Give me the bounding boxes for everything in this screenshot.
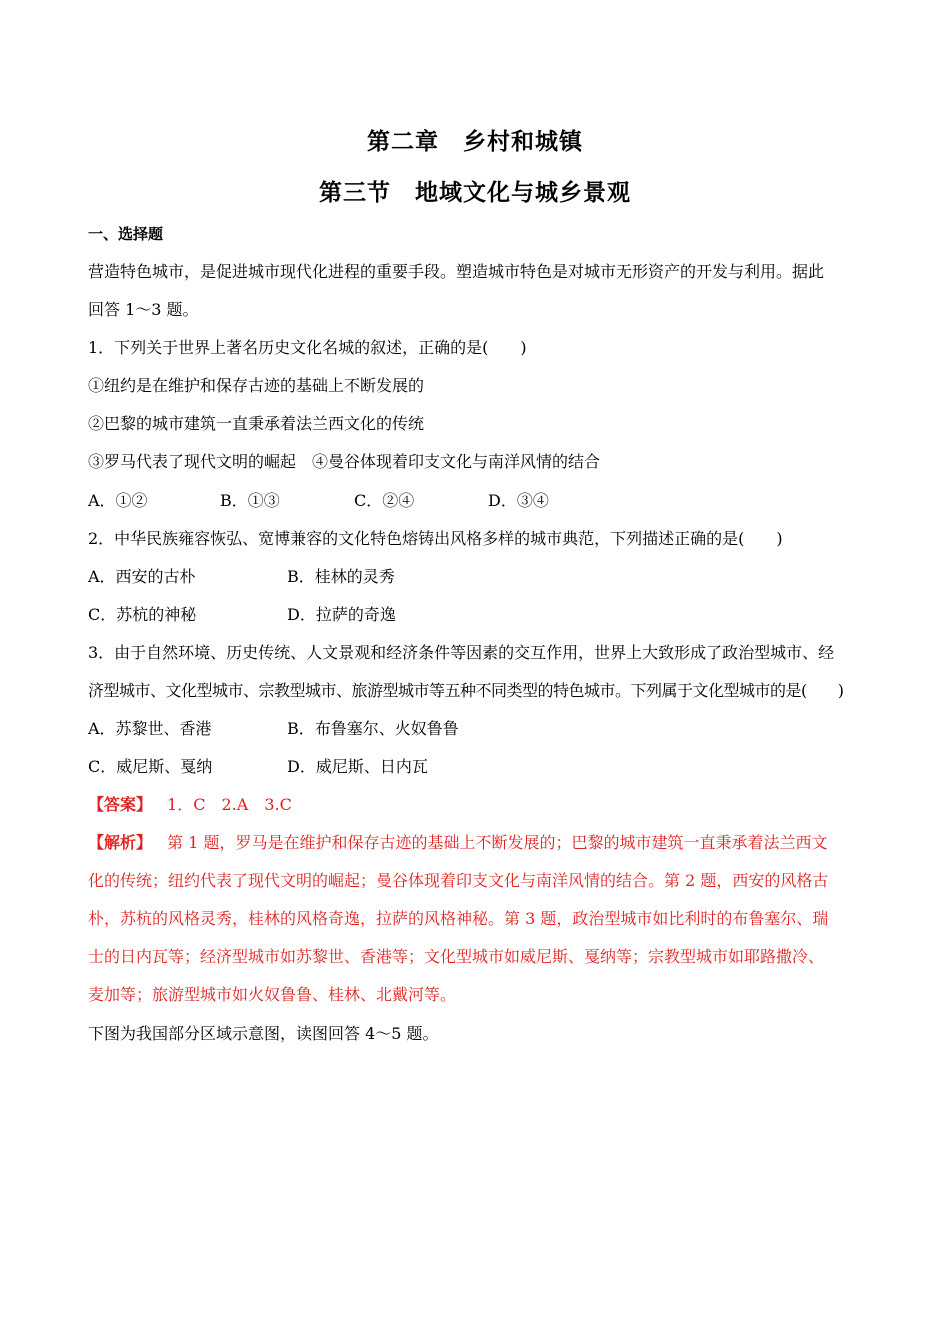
analysis-label: 【解析】 [88,833,153,852]
chapter-title: 第二章 乡村和城镇 [367,129,583,155]
question-2-option-c: C．苏杭的神秘 [88,605,197,624]
question-2-option-a: A．西安的古朴 [88,567,196,586]
question-1-stem: 1．下列关于世界上著名历史文化名城的叙述，正确的是( ) [88,338,527,357]
analysis-line-3: 朴，苏杭的风格灵秀，桂林的风格奇逸，拉萨的风格神秘。第 3 题，政治型城市如比利时的布鲁塞尔、瑞 [88,909,829,928]
question-1-statement-3-4: ③罗马代表了现代文明的崛起 ④曼谷体现着印支文化与南洋风情的结合 [88,452,601,471]
analysis-line-5: 麦加等；旅游型城市如火奴鲁鲁、桂林、北戴河等。 [88,985,457,1004]
answer-text: 1．C 2.A 3.C [167,795,292,814]
analysis-line-2: 化的传统；纽约代表了现代文明的崛起；曼谷体现着印支文化与南洋风情的结合。第 2 题，西安的风格古 [88,871,829,890]
answer-label: 【答案】 [88,795,153,814]
question-3-option-b: B．布鲁塞尔、火奴鲁鲁 [287,719,459,738]
question-2-stem: 2．中华民族雍容恢弘、宽博兼容的文化特色熔铸出风格多样的城市典范，下列描述正确的是( ) [88,529,783,548]
question-1-option-a: A．①② [88,491,148,510]
analysis-line-4: 士的日内瓦等；经济型城市如苏黎世、香港等；文化型城市如威尼斯、戛纳等；宗教型城市如耶路撒冷、 [88,947,825,966]
question-1-option-d: D．③④ [488,491,549,510]
next-question-intro: 下图为我国部分区域示意图，读图回答 4～5 题。 [88,1024,439,1043]
question-3-option-d: D．威尼斯、日内瓦 [287,757,428,776]
analysis-line-1 [88,833,827,853]
question-2-option-b: B．桂林的灵秀 [287,567,395,586]
section-title: 第三节 地域文化与城乡景观 [319,180,631,206]
question-1-option-b: B．①③ [220,491,280,510]
question-3-option-c: C．威尼斯、戛纳 [88,757,213,776]
intro-line-2: 回答 1～3 题。 [88,300,199,319]
analysis-text-1: 第 1 题，罗马是在维护和保存古迹的基础上不断发展的；巴黎的城市建筑一直秉承着法兰西文 [167,833,828,852]
question-2-option-d: D．拉萨的奇逸 [287,605,396,624]
question-1-statement-1: ①纽约是在维护和保存古迹的基础上不断发展的 [88,376,425,395]
question-3-stem-line-1: 3．由于自然环境、历史传统、人文景观和经济条件等因素的交互作用，世界上大致形成了政治型城市、经 [88,643,835,662]
part-heading: 一、选择题 [88,225,164,243]
answer-line [88,795,292,815]
question-3-stem-line-2: 济型城市、文化型城市、宗教型城市、旅游型城市等五种不同类型的特色城市。下列属于文化型城市的是( ) [88,681,844,700]
question-1-statement-2: ②巴黎的城市建筑一直秉承着法兰西文化的传统 [88,414,425,433]
question-3-option-a: A．苏黎世、香港 [88,719,212,738]
question-1-option-c: C．②④ [354,491,415,510]
intro-line-1: 营造特色城市，是促进城市现代化进程的重要手段。塑造城市特色是对城市无形资产的开发与利用。据此 [88,262,825,281]
